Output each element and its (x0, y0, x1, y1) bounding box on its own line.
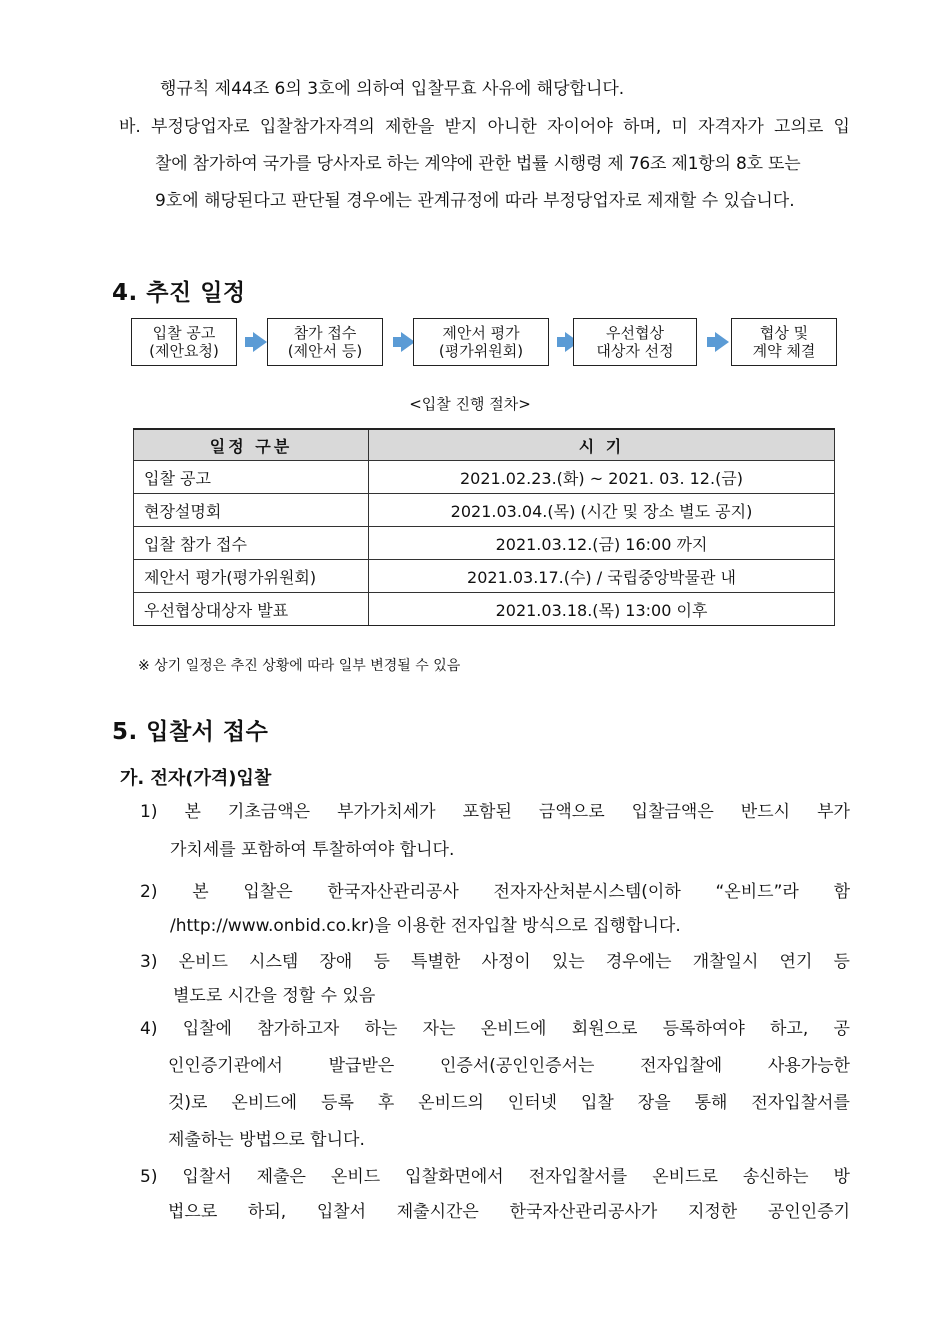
table-row (134, 593, 835, 626)
table-cell-category: 현장설명회 (134, 494, 369, 527)
table-cell-period: 2021.03.12.(금) 16:00 까지 (369, 527, 835, 560)
flow-step-2-line2: (제안서 등) (287, 342, 363, 360)
flow-step-3-line2: (평가위원회) (438, 342, 524, 360)
table-header-period: 시 기 (369, 429, 835, 461)
section-5-subtitle: 가. 전자(가격)입찰 (120, 768, 272, 789)
item-ba-line-1: 바. 부정당업자로 입찰참가자격의 제한을 받지 아니한 자이어야 하며, 미 자격자가 고의로 입 (119, 117, 850, 137)
item-3-line-1: 3) 온비드 시스템 장애 등 특별한 사정이 있는 경우에는 개찰일시 연기 등 (140, 952, 850, 972)
item-ba-line-3: 9호에 해당된다고 판단될 경우에는 관계규정에 따라 부정당업자로 제재할 수 있습니다. (155, 191, 795, 211)
table-cell-category: 제안서 평가(평가위원회) (134, 560, 369, 593)
flow-caption: <입찰 진행 절차> (409, 395, 531, 413)
item-4-line-4: 제출하는 방법으로 합니다. (168, 1130, 365, 1150)
table-cell-period: 2021.02.23.(화) ~ 2021. 03. 12.(금) (369, 461, 835, 494)
table-row (134, 494, 835, 527)
item-ba-line-2: 찰에 참가하여 국가를 당사자로 하는 계약에 관한 법률 시행령 제 76조 제1항의 8호 또는 (155, 154, 801, 174)
flow-step-3-line1: 제안서 평가 (442, 324, 520, 342)
table-cell-period: 2021.03.04.(목) (시간 및 장소 별도 공지) (369, 494, 835, 527)
table-row (134, 527, 835, 560)
schedule-table (133, 428, 835, 626)
flow-step-1-line1: 입찰 공고 (152, 324, 216, 342)
flow-step-2 (267, 318, 383, 366)
item-4-line-1: 4) 입찰에 참가하고자 하는 자는 온비드에 회원으로 등록하여야 하고, 공 (140, 1019, 850, 1039)
flow-step-1-line2: (제안요청) (149, 342, 219, 360)
intro-line-0: 행규칙 제44조 6의 3호에 의하여 입찰무효 사유에 해당합니다. (160, 79, 625, 99)
flow-step-5 (731, 318, 837, 366)
section-4-title: 4. 추진 일정 (112, 280, 246, 306)
flow-step-4-line1: 우선협상 (606, 324, 664, 342)
flow-arrow-4 (715, 332, 729, 352)
flow-step-3 (413, 318, 549, 366)
item-2-line-1: 2) 본 입찰은 한국자산관리공사 전자자산처분시스템(이하 “온비드”라 함 (140, 882, 850, 902)
flow-step-5-line1: 협상 및 (759, 324, 809, 342)
table-header-category: 일정 구분 (134, 429, 369, 461)
schedule-note: ※ 상기 일정은 추진 상황에 따라 일부 변경될 수 있음 (138, 658, 461, 674)
item-4-line-3: 것)로 온비드에 등록 후 온비드의 인터넷 입찰 장을 통해 전자입찰서를 (168, 1093, 850, 1113)
flow-step-4 (573, 318, 697, 366)
item-5-line-1: 5) 입찰서 제출은 온비드 입찰화면에서 전자입찰서를 온비드로 송신하는 방 (140, 1167, 850, 1187)
table-header-row (134, 429, 835, 461)
table-row (134, 560, 835, 593)
item-2-line-2: /http://www.onbid.co.kr)을 이용한 전자입찰 방식으로 집행합니다. (170, 916, 681, 936)
table-row (134, 461, 835, 494)
flow-arrow-1 (253, 332, 267, 352)
table-cell-period: 2021.03.18.(목) 13:00 이후 (369, 593, 835, 626)
process-flow (131, 318, 837, 368)
item-3-line-2: 별도로 시간을 정할 수 있음 (173, 986, 376, 1006)
table-cell-category: 입찰 참가 접수 (134, 527, 369, 560)
item-1-line-2: 가치세를 포함하여 투찰하여야 합니다. (170, 840, 455, 860)
flow-step-1 (131, 318, 237, 366)
flow-step-5-line2: 계약 체결 (752, 342, 816, 360)
table-cell-category: 우선협상대상자 발표 (134, 593, 369, 626)
table-cell-period: 2021.03.17.(수) / 국립중앙박물관 내 (369, 560, 835, 593)
item-1-line-1: 1) 본 기초금액은 부가가치세가 포함된 금액으로 입찰금액은 반드시 부가 (140, 802, 850, 822)
item-4-line-2: 인인증기관에서 발급받은 인증서(공인인증서는 전자입찰에 사용가능한 (168, 1056, 850, 1076)
item-5-line-2: 법으로 하되, 입찰서 제출시간은 한국자산관리공사가 지정한 공인인증기 (168, 1202, 850, 1222)
section-5-title: 5. 입찰서 접수 (112, 719, 269, 745)
table-cell-category: 입찰 공고 (134, 461, 369, 494)
flow-step-2-line1: 참가 접수 (293, 324, 357, 342)
flow-step-4-line2: 대상자 선정 (596, 342, 674, 360)
